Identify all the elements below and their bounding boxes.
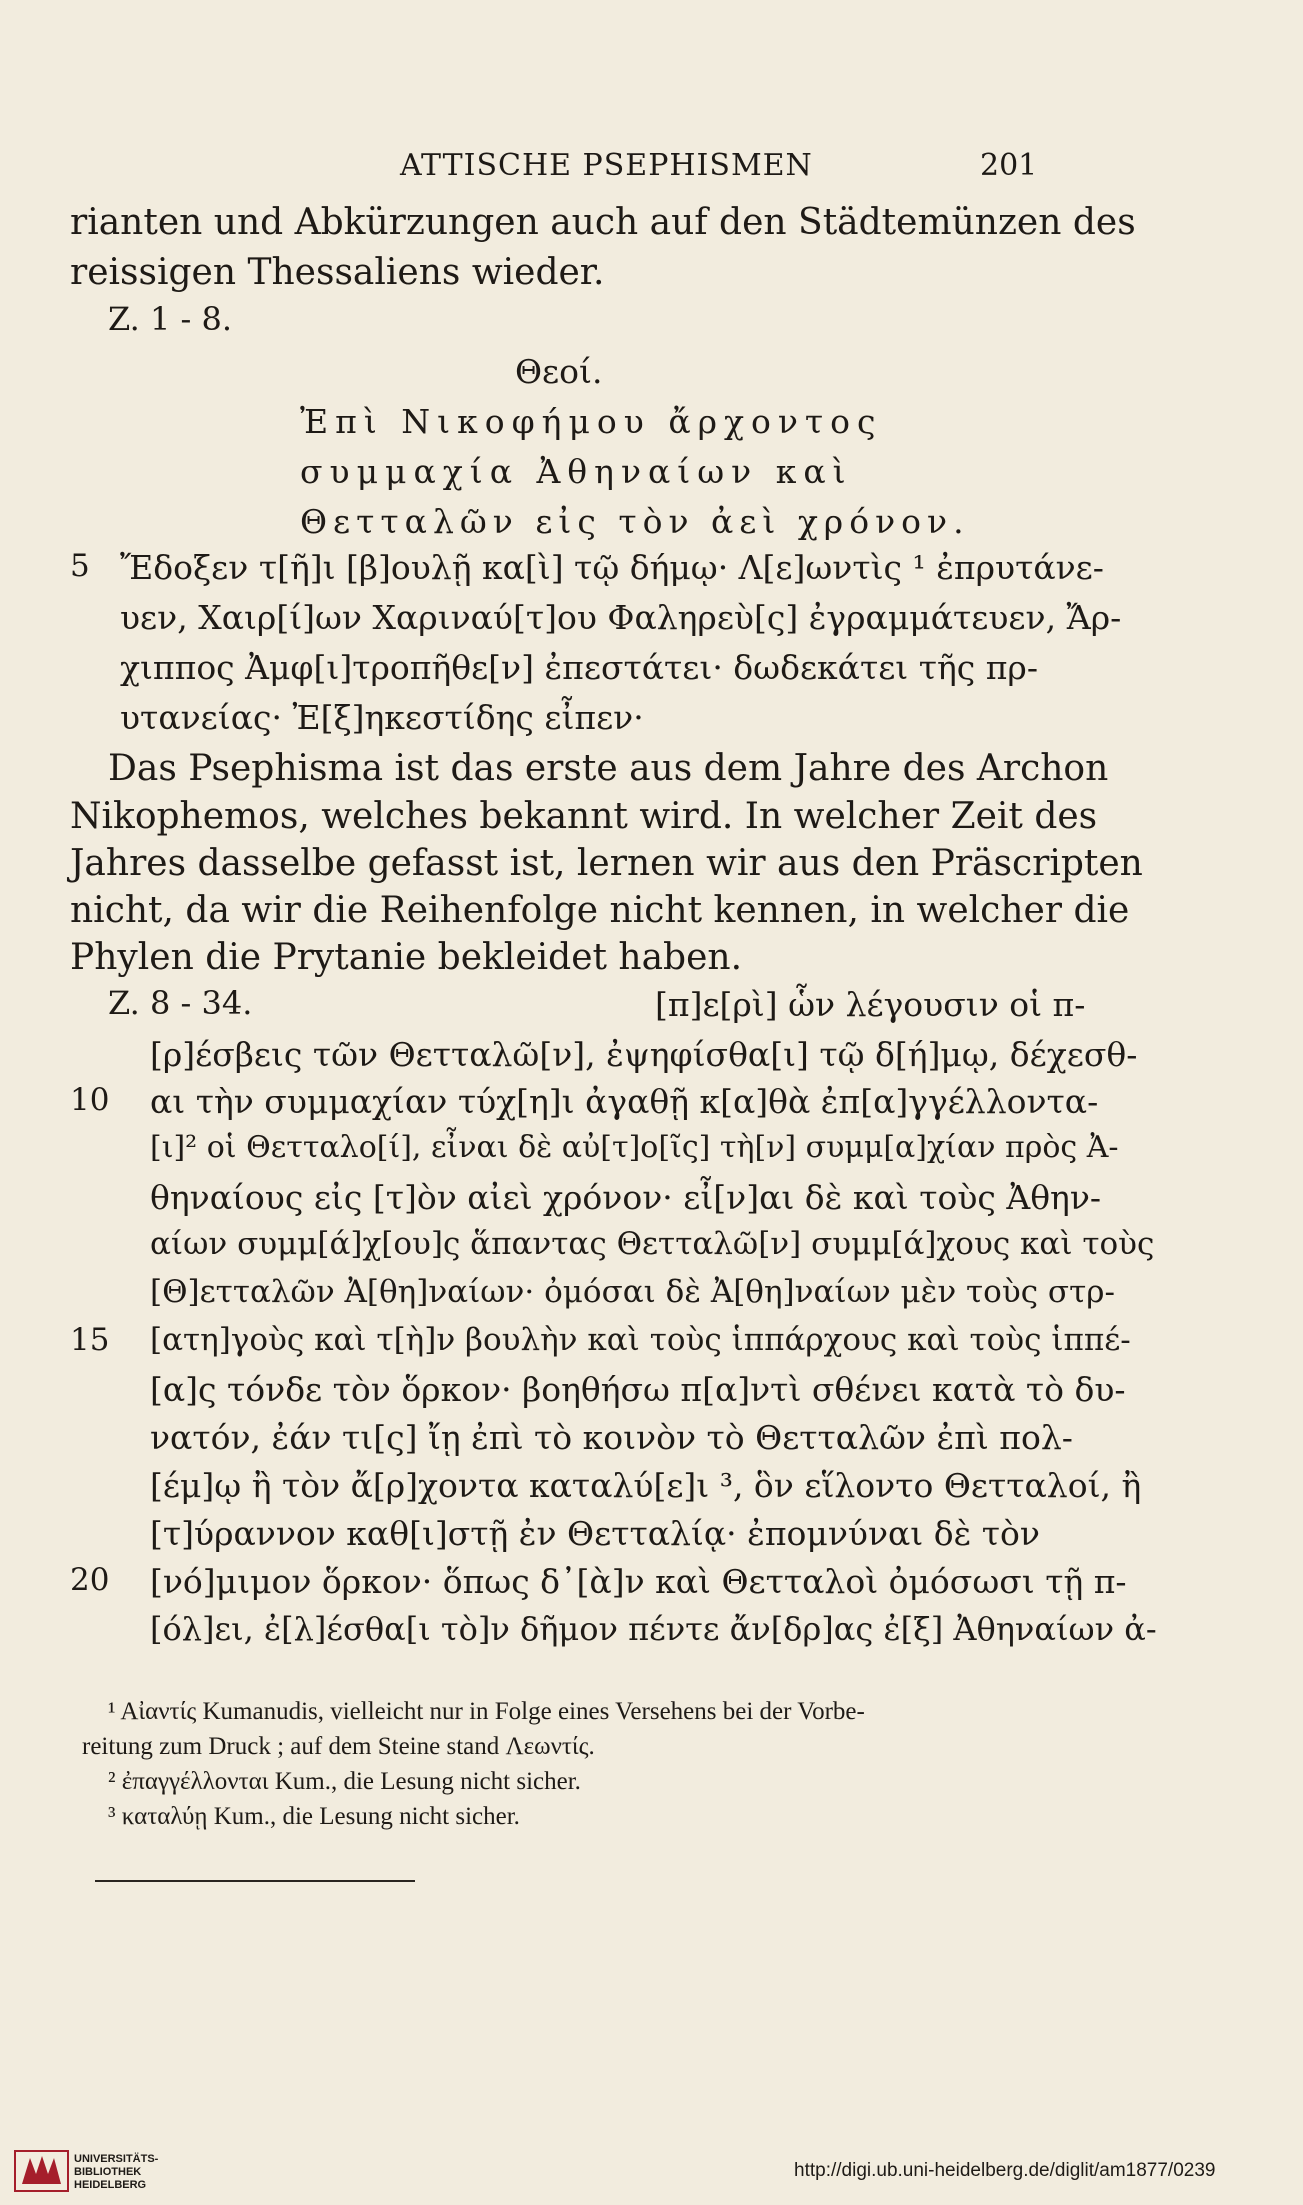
greek-line: [έμ]ῳ ἢ τὸν ἄ[ρ]χοντα καταλύ[ε]ι ³, ὃν εἵλοντο Θετταλοί, ἢ bbox=[150, 1466, 1142, 1505]
greek-line: υεν, Χαιρ[ί]ων Χαριναύ[τ]ου Φαληρεὺ[ς] ἐγραμμάτευεν, Ἄρ- bbox=[120, 598, 1122, 637]
text-line: nicht, da wir die Reihenfolge nicht kennen, in welcher die bbox=[70, 890, 1130, 931]
line-number: 10 bbox=[70, 1082, 110, 1118]
footnote: ³ καταλύῃ Kum., die Lesung nicht sicher. bbox=[108, 1803, 520, 1830]
greek-line: αίων συμμ[ά]χ[ου]ς ἅπαντας Θετταλῶ[ν] συμμ[ά]χους καὶ τοὺς bbox=[150, 1226, 1155, 1262]
greek-line: [ατη]γοὺς καὶ τ[ὴ]ν βουλὴν καὶ τοὺς ἱππάρχους καὶ τοὺς ἱππέ- bbox=[150, 1322, 1131, 1358]
greek-line: [τ]ύραννον καθ[ι]στῇ ἐν Θετταλίᾳ· ἐπομνύναι δὲ τὸν bbox=[150, 1514, 1040, 1553]
greek-line: [όλ]ει, ἐ[λ]έσθα[ι τὸ]ν δῆμον πέντε ἄν[δρ]ας ἐ[ξ] Ἀθηναίων ἀ- bbox=[150, 1610, 1157, 1648]
text-line: Phylen die Prytanie bekleidet haben. bbox=[70, 937, 743, 978]
text-line: Das Psephisma ist das erste aus dem Jahre des Archon bbox=[108, 748, 1109, 789]
line-number: 15 bbox=[70, 1322, 110, 1358]
logo-line: BIBLIOTHEK bbox=[74, 2166, 142, 2178]
greek-line: [π]ε[ρὶ] ὧν λέγουσιν οἱ π- bbox=[655, 985, 1086, 1024]
greek-line: νατόν, ἐάν τι[ς] ἴῃ ἐπὶ τὸ κοινὸν τὸ Θετταλῶν ἐπὶ πολ- bbox=[150, 1418, 1073, 1457]
text-line: Jahres dasselbe gefasst ist, lernen wir aus den Präscripten bbox=[70, 843, 1143, 884]
footnote-divider bbox=[95, 1880, 415, 1882]
greek-line: [ρ]έσβεις τῶν Θετταλῶ[ν], ἐψηφίσθα[ι] τῷ δ[ή]μῳ, δέχεσθ- bbox=[150, 1035, 1138, 1074]
page-number: 201 bbox=[980, 148, 1038, 183]
greek-line: αι τὴν συμμαχίαν τύχ[η]ι ἀγαθῇ κ[α]θὰ ἐπ[α]γγέλλοντα- bbox=[150, 1082, 1099, 1121]
greek-line: [ι]² οἱ Θετταλο[ί], εἶναι δὲ αὐ[τ]ο[ῖς] τὴ[ν] συμμ[α]χίαν πρὸς Ἀ- bbox=[150, 1130, 1119, 1165]
greek-line: [α]ς τόνδε τὸν ὅρκον· βοηθήσω π[α]ντὶ σθένει κατὰ τὸ δυ- bbox=[150, 1370, 1126, 1409]
greek-line: θηναίους εἰς [τ]ὸν αἰεὶ χρόνον· εἶ[ν]αι δὲ καὶ τοὺς Ἀθην- bbox=[150, 1178, 1102, 1217]
line-number: 20 bbox=[70, 1562, 110, 1598]
library-logo-icon bbox=[14, 2150, 69, 2192]
line-number: 5 bbox=[70, 548, 90, 584]
source-url-link[interactable]: http://digi.ub.uni-heidelberg.de/diglit/am1877/0239 bbox=[794, 2160, 1216, 2181]
section-ref: Z. 8 - 34. bbox=[108, 984, 253, 1022]
footnote: ² ἐπαγγέλλονται Kum., die Lesung nicht sicher. bbox=[108, 1768, 581, 1795]
running-header: ATTISCHE PSEPHISMEN bbox=[400, 148, 813, 183]
greek-line: συμμαχία Ἀθηναίων καὶ bbox=[300, 452, 853, 491]
text-line: rianten und Abkürzungen auch auf den Städtemünzen des bbox=[70, 202, 1136, 243]
logo-line: HEIDELBERG bbox=[74, 2179, 147, 2191]
logo-line: UNIVERSITÄTS- bbox=[74, 2153, 159, 2165]
library-logo-text bbox=[74, 2153, 158, 2192]
text-line: Nikophemos, welches bekannt wird. In welcher Zeit des bbox=[70, 796, 1098, 837]
greek-line: [Θ]ετταλῶν Ἀ[θη]ναίων· ὀμόσαι δὲ Ἀ[θη]ναίων μὲν τοὺς στρ- bbox=[150, 1274, 1115, 1310]
greek-line: [νό]μιμον ὅρκον· ὅπως δ᾽[ὰ]ν καὶ Θετταλοὶ ὀμόσωσι τῇ π- bbox=[150, 1562, 1127, 1601]
footnote: ¹ Αἰαντίς Kumanudis, vielleicht nur in Folge eines Versehens bei der Vorbe- bbox=[108, 1698, 865, 1725]
section-ref: Z. 1 - 8. bbox=[108, 300, 233, 338]
greek-line: Ἐπὶ Νικοφήμου ἄρχοντος bbox=[300, 402, 883, 441]
footnote: reitung zum Druck ; auf dem Steine stand Λεωντίς. bbox=[82, 1733, 595, 1760]
greek-line: χιππος Ἀμφ[ι]τροπῆθε[ν] ἐπεστάτει· δωδεκάτει τῆς πρ- bbox=[120, 648, 1038, 687]
greek-line: υτανείας· Ἐ[ξ]ηκεστίδης εἶπεν· bbox=[120, 698, 644, 737]
greek-heading: Θεοί. bbox=[515, 352, 603, 391]
text-line: reissigen Thessaliens wieder. bbox=[70, 252, 605, 293]
greek-line: Θετταλῶν εἰς τὸν ἀεὶ χρόνον. bbox=[300, 502, 970, 541]
greek-line: Ἔδοξεν τ[ῆ]ι [β]ουλῇ κα[ὶ] τῷ δήμῳ· Λ[ε]ωντὶς ¹ ἐπρυτάνε- bbox=[120, 548, 1104, 587]
